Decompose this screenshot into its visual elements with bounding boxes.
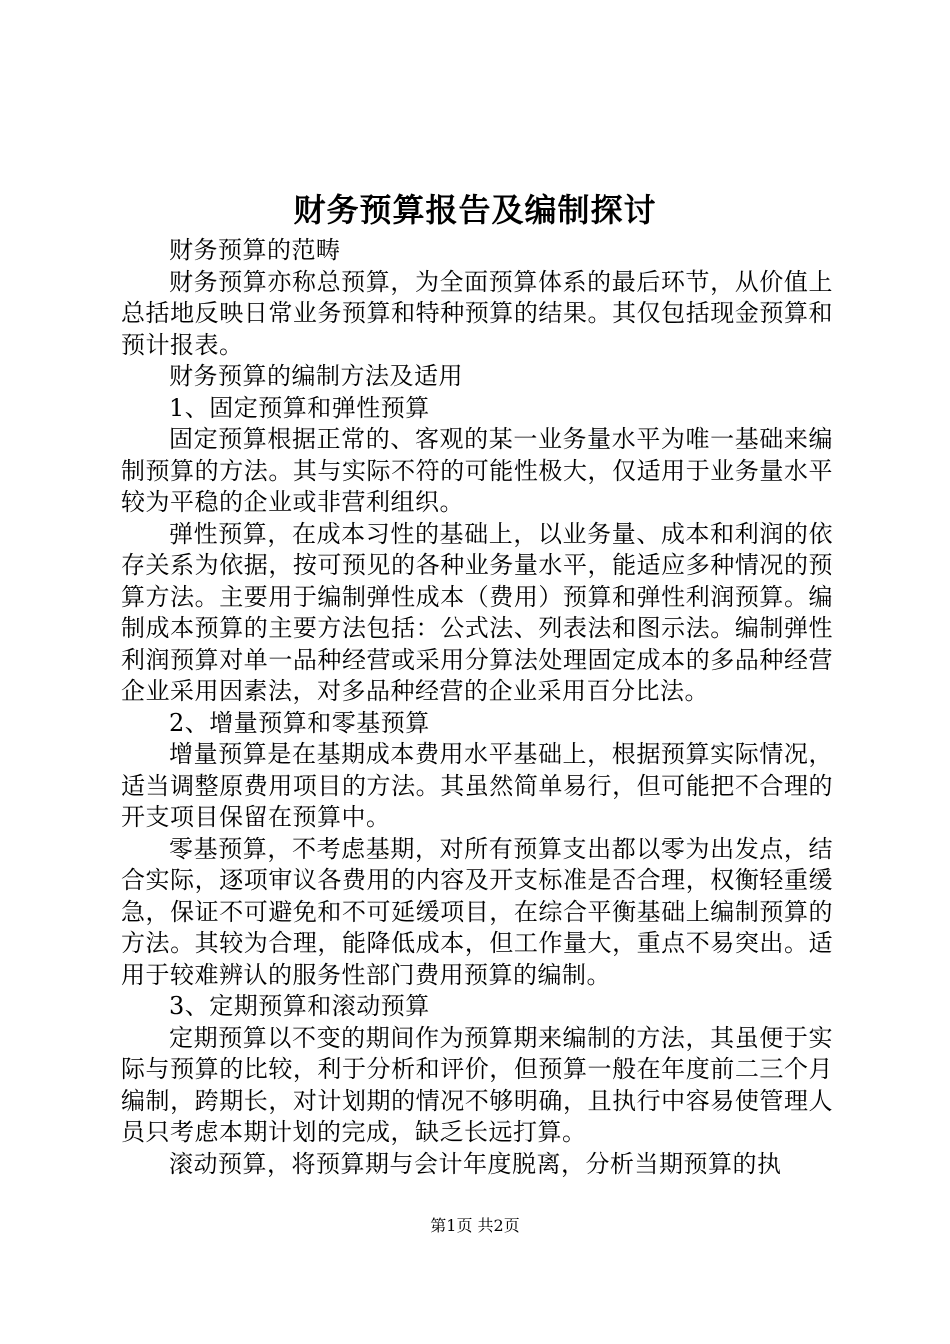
subsection-heading: 2、增量预算和零基预算 — [169, 708, 430, 737]
paragraph: 零基预算，不考虑基期，对所有预算支出都以零为出发点，结合实际，逐项审议各费用的内容及开支标准是否合理，权衡轻重缓急，保证不可避免和不可延缓项目，在综合平衡基础上编制预算的方法。其较为合理，能降低成本，但工作量大，重点不易突出。适用于较难辨认的服务性部门费用预算的编制。 — [121, 834, 833, 989]
paragraph: 增量预算是在基期成本费用水平基础上，根据预算实际情况，适当调整原费用项目的方法。其虽然简单易行，但可能把不合理的开支项目保留在预算中。 — [121, 740, 833, 831]
section-heading: 财务预算的编制方法及适用 — [169, 362, 463, 390]
paragraph: 滚动预算，将预算期与会计年度脱离，分析当期预算的执 — [169, 1149, 782, 1178]
paragraph: 弹性预算，在成本习性的基础上，以业务量、成本和利润的依存关系为依据，按可预见的各种业务量水平，能适应多种情况的预算方法。主要用于编制弹性成本（费用）预算和弹性利润预算。编制成本预算的主要方法包括：公式法、列表法和图示法。编制弹性利润预算对单一品种经营或采用分算法处理固定成本的多品种经营企业采用因素法，对多品种经营的企业采用百分比法。 — [121, 519, 833, 705]
paragraph: 定期预算以不变的期间作为预算期来编制的方法，其虽便于实际与预算的比较，利于分析和评价，但预算一般在年度前二三个月编制，跨期长，对计划期的情况不够明确，且执行中容易使管理人员只考虑本期计划的完成，缺乏长远打算。 — [121, 1023, 833, 1146]
paragraph: 固定预算根据正常的、客观的某一业务量水平为唯一基础来编制预算的方法。其与实际不符的可能性极大，仅适用于业务量水平较为平稳的企业或非营利组织。 — [121, 425, 833, 516]
page-footer: 第1页 共2页 — [430, 1216, 520, 1235]
document-body — [121, 235, 833, 1180]
paragraph: 财务预算亦称总预算，为全面预算体系的最后环节，从价值上总括地反映日常业务预算和特种预算的结果。其仅包括现金预算和预计报表。 — [121, 267, 833, 359]
subsection-heading: 3、定期预算和滚动预算 — [169, 992, 430, 1020]
subsection-heading: 1、固定预算和弹性预算 — [169, 393, 430, 422]
section-heading: 财务预算的范畴 — [169, 236, 341, 264]
document-title: 财务预算报告及编制探讨 — [293, 191, 657, 229]
